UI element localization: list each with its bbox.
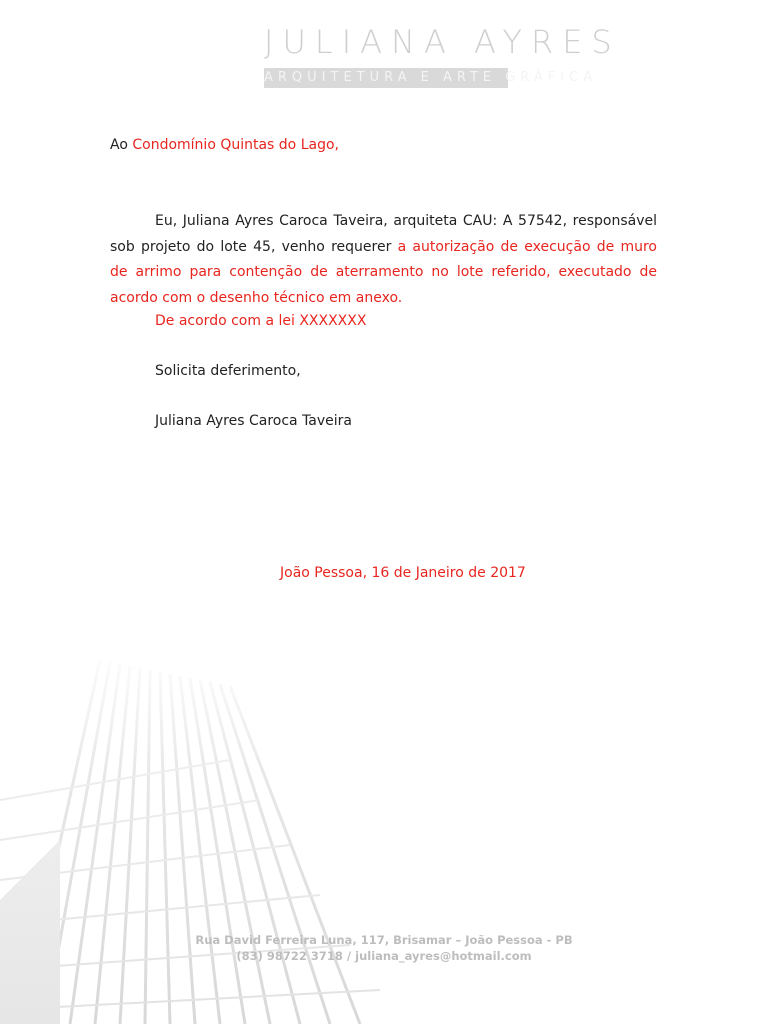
body-paragraph (110, 209, 657, 311)
logo-tagline: ARQUITETURA E ARTE GRÁFICA (264, 68, 508, 88)
salutation-prefix: Ao (110, 137, 133, 153)
footer (0, 932, 768, 964)
closing-line: Solicita deferimento, (155, 363, 301, 379)
logo-name: JULIANA AYRES (264, 23, 621, 61)
building-watermark (0, 640, 400, 1024)
footer-contact: (83) 98722 3718 / juliana_ayres@hotmail.com (236, 949, 532, 963)
salutation-recipient: Condomínio Quintas do Lago, (132, 137, 339, 153)
body-request-text: a autorização de execução de muro de arrimo para contenção de aterramento no lote referido, executado de acordo com o desenho técnico em anexo. (110, 238, 657, 306)
signature-name: Juliana Ayres Caroca Taveira (155, 413, 353, 429)
footer-address: Rua David Ferreira Luna, 117, Brisamar – João Pessoa - PB (195, 933, 573, 947)
law-reference: De acordo com a lei XXXXXXX (155, 313, 367, 329)
salutation (110, 135, 339, 155)
body-text: Eu, Juliana Ayres Caroca Taveira, arquiteta CAU: A 57542, responsável sob projeto do lote 45, venho requerer (110, 213, 657, 255)
place-date: João Pessoa, 16 de Janeiro de 2017 (280, 565, 526, 581)
company-logo (264, 22, 621, 88)
